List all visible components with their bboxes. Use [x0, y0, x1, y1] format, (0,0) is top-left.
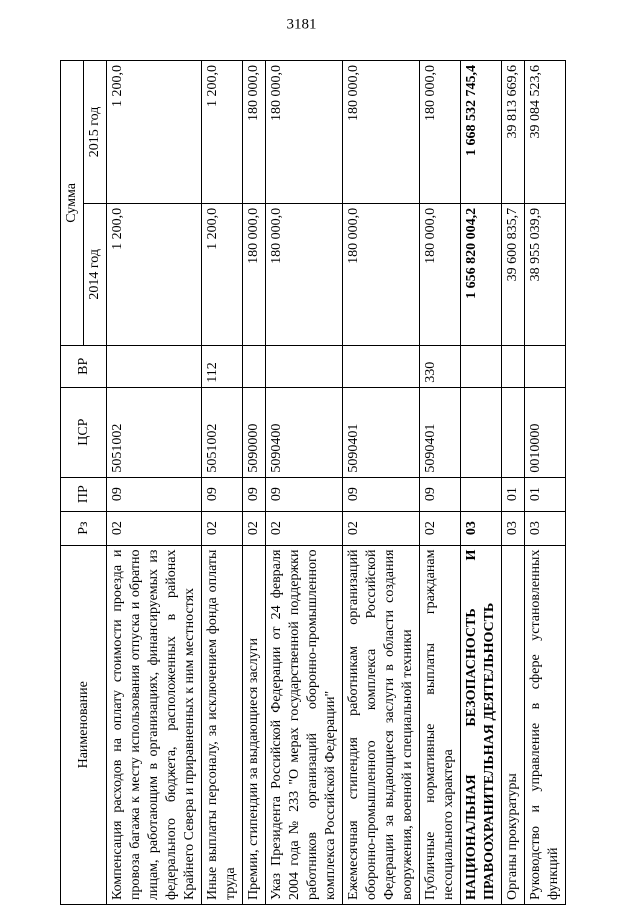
row-rz: 02	[107, 511, 202, 545]
row-pr	[461, 477, 502, 511]
table-row	[243, 61, 266, 905]
row-vr	[343, 345, 420, 387]
row-pr: 01	[502, 477, 525, 511]
page-number: 3181	[286, 16, 317, 33]
row-name: Премии, стипендии за выдающиеся заслуги	[243, 545, 266, 904]
row-sum-2014: 1 200,0	[202, 203, 243, 345]
row-name: Органы прокуратуры	[502, 545, 525, 904]
row-vr	[461, 345, 502, 387]
row-pr: 09	[107, 477, 202, 511]
row-sum-2014: 180 000,0	[243, 203, 266, 345]
row-rz: 03	[461, 511, 502, 545]
row-csr: 5090400	[266, 387, 343, 477]
row-sum-2014: 180 000,0	[266, 203, 343, 345]
row-vr: 112	[202, 345, 243, 387]
row-name: Иные выплаты персоналу, за исключением фонда оплаты труда	[202, 545, 243, 904]
header-vr: ВР	[61, 345, 107, 387]
row-vr	[525, 345, 566, 387]
budget-table	[60, 60, 566, 905]
row-name: Публичные нормативные выплаты гражданам несоциального характера	[420, 545, 461, 904]
row-rz: 02	[343, 511, 420, 545]
row-csr: 0010000	[525, 387, 566, 477]
header-rz: Рз	[61, 511, 107, 545]
row-sum-2014: 180 000,0	[420, 203, 461, 345]
row-name: Указ Президента Российской Федерации от 24 февраля 2004 года № 233 "О мерах государственной поддержки работников организаций оборонно-промышленного комплекса Российской Федерации"	[266, 545, 343, 904]
row-vr: 330	[420, 345, 461, 387]
row-pr: 09	[243, 477, 266, 511]
table-row	[343, 61, 420, 905]
row-sum-2014: 1 656 820 004,2	[461, 203, 502, 345]
row-rz: 02	[420, 511, 461, 545]
header-csr: ЦСР	[61, 387, 107, 477]
row-rz: 02	[202, 511, 243, 545]
row-name: Ежемесячная стипендия работникам организаций оборонно-промышленного комплекса Российской Федерации за выдающиеся заслуги в области создания вооружения, военной и специальной техники	[343, 545, 420, 904]
row-rz: 03	[525, 511, 566, 545]
row-csr	[502, 387, 525, 477]
table-row	[525, 61, 566, 905]
row-sum-2015: 1 668 532 745,4	[461, 61, 502, 204]
header-name: Наименование	[61, 545, 107, 904]
row-pr: 09	[202, 477, 243, 511]
row-csr: 5051002	[202, 387, 243, 477]
row-sum-2015: 180 000,0	[266, 61, 343, 204]
row-rz: 02	[266, 511, 343, 545]
row-csr	[461, 387, 502, 477]
row-rz: 03	[502, 511, 525, 545]
row-name: Руководство и управление в сфере установленных функций	[525, 545, 566, 904]
table-row	[502, 61, 525, 905]
row-pr: 09	[343, 477, 420, 511]
table-row	[202, 61, 243, 905]
row-csr: 5090401	[343, 387, 420, 477]
row-sum-2015: 180 000,0	[343, 61, 420, 204]
row-name: Компенсация расходов на оплату стоимости проезда и провоза багажа к месту использования отпуска и обратно лицам, работающим в организациях, финансируемых из федерального бюджета, расположенных в районах Крайнего Севера и приравненных к ним местностях	[107, 545, 202, 904]
row-sum-2015: 39 813 669,6	[502, 61, 525, 204]
header-pr: ПР	[61, 477, 107, 511]
row-csr: 5090401	[420, 387, 461, 477]
row-csr: 5051002	[107, 387, 202, 477]
row-sum-2014: 180 000,0	[343, 203, 420, 345]
header-2014: 2014 год	[84, 203, 107, 345]
table-row	[107, 61, 202, 905]
row-sum-2014: 1 200,0	[107, 203, 202, 345]
row-pr: 09	[266, 477, 343, 511]
row-sum-2015: 180 000,0	[420, 61, 461, 204]
table-row	[266, 61, 343, 905]
row-sum-2014: 38 955 039,9	[525, 203, 566, 345]
row-csr: 5090000	[243, 387, 266, 477]
row-rz: 02	[243, 511, 266, 545]
row-vr	[243, 345, 266, 387]
row-pr: 09	[420, 477, 461, 511]
row-vr	[107, 345, 202, 387]
table-row	[420, 61, 461, 905]
row-sum-2015: 39 084 523,6	[525, 61, 566, 204]
row-vr	[502, 345, 525, 387]
row-sum-2014: 39 600 835,7	[502, 203, 525, 345]
row-sum-2015: 1 200,0	[202, 61, 243, 204]
row-sum-2015: 1 200,0	[107, 61, 202, 204]
table-row	[461, 61, 502, 905]
row-name: НАЦИОНАЛЬНАЯ БЕЗОПАСНОСТЬ И ПРАВООХРАНИТЕЛЬНАЯ ДЕЯТЕЛЬНОСТЬ	[461, 545, 502, 904]
row-pr: 01	[525, 477, 566, 511]
row-sum-2015: 180 000,0	[243, 61, 266, 204]
header-2015: 2015 год	[84, 61, 107, 204]
row-vr	[266, 345, 343, 387]
header-sum: Сумма	[61, 61, 84, 346]
